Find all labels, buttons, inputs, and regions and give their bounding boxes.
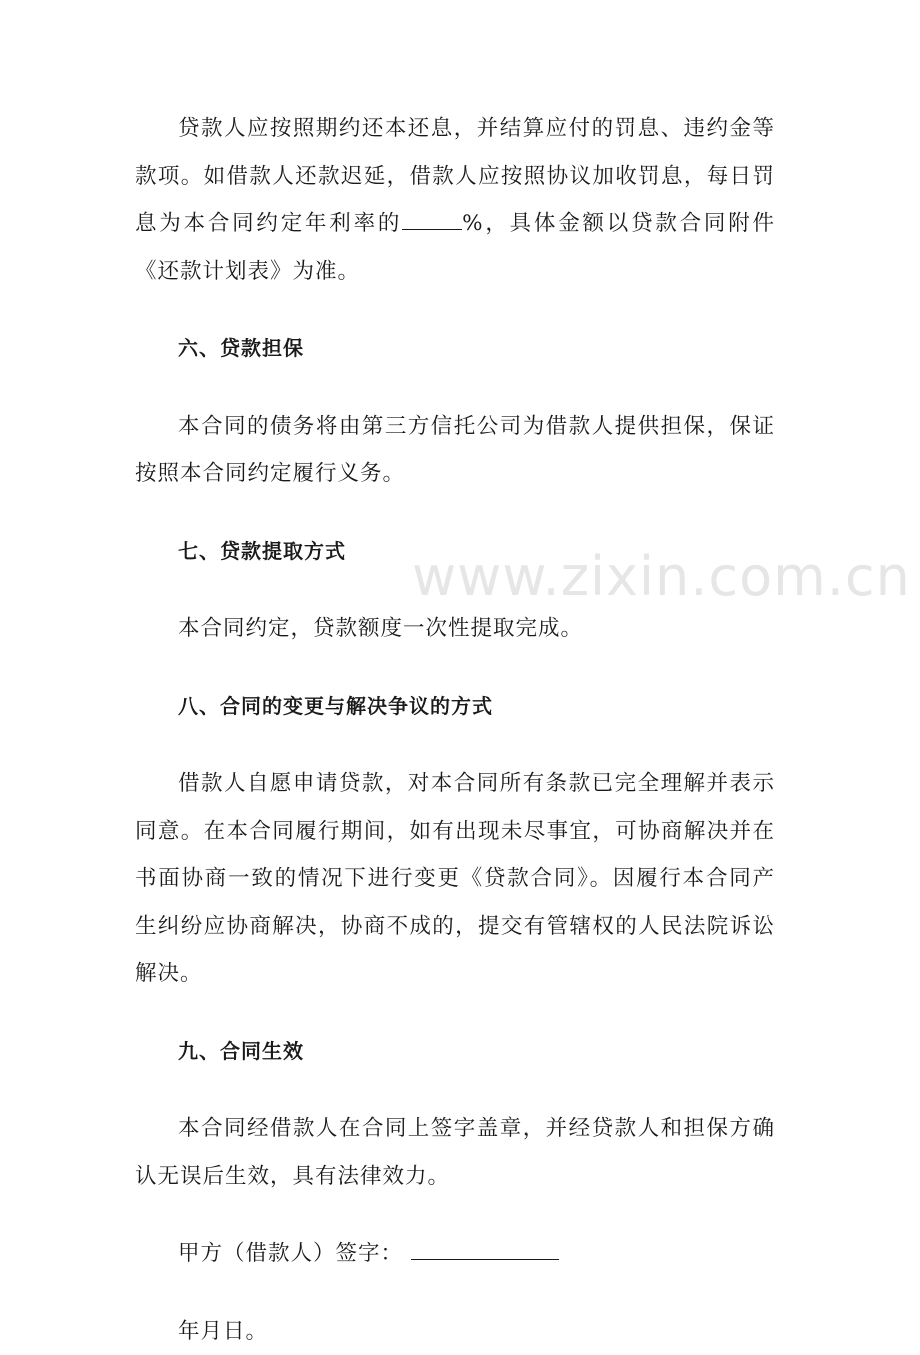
- intro-text-part2: %，具体金额以贷款合同附件《还款计划表》为准。: [135, 211, 775, 284]
- signature-label: 甲方（借款人）签字：: [178, 1241, 403, 1266]
- section-heading-guarantee: 六、贷款担保: [135, 325, 775, 373]
- section-body-disputes: 借款人自愿申请贷款，对本合同所有条款已完全理解并表示同意。在本合同履行期间，如有出现未尽事宜，可协商解决并在书面协商一致的情况下进行变更《贷款合同》。因履行本合同产生纠纷应协商解决，协商不成的，提交有管辖权的人民法院诉讼解决。: [135, 760, 775, 998]
- signature-blank: [411, 1239, 559, 1260]
- signature-line: [135, 1230, 775, 1278]
- section-body-withdrawal: 本合同约定，贷款额度一次性提取完成。: [135, 605, 775, 653]
- document-body: [135, 105, 775, 1355]
- section-heading-disputes: 八、合同的变更与解决争议的方式: [135, 683, 775, 731]
- section-body-effectiveness: 本合同经借款人在合同上签字盖章，并经贷款人和担保方确认无误后生效，具有法律效力。: [135, 1105, 775, 1200]
- penalty-rate-blank: [402, 209, 462, 230]
- section-body-guarantee: 本合同的债务将由第三方信托公司为借款人提供担保，保证按照本合同约定履行义务。: [135, 403, 775, 498]
- section-heading-effectiveness: 九、合同生效: [135, 1028, 775, 1076]
- watermark: www.zixin.com.cn: [412, 545, 911, 608]
- intro-text-part1: 贷款人应按照期约还本还息，并结算应付的罚息、违约金等款项。如借款人还款迟延，借款人应按照协议加收罚息，每日罚息为本合同约定年利率的: [135, 116, 775, 236]
- section-heading-withdrawal: 七、贷款提取方式: [135, 528, 775, 576]
- date-line: 年月日。: [135, 1308, 775, 1355]
- intro-paragraph: [135, 105, 775, 295]
